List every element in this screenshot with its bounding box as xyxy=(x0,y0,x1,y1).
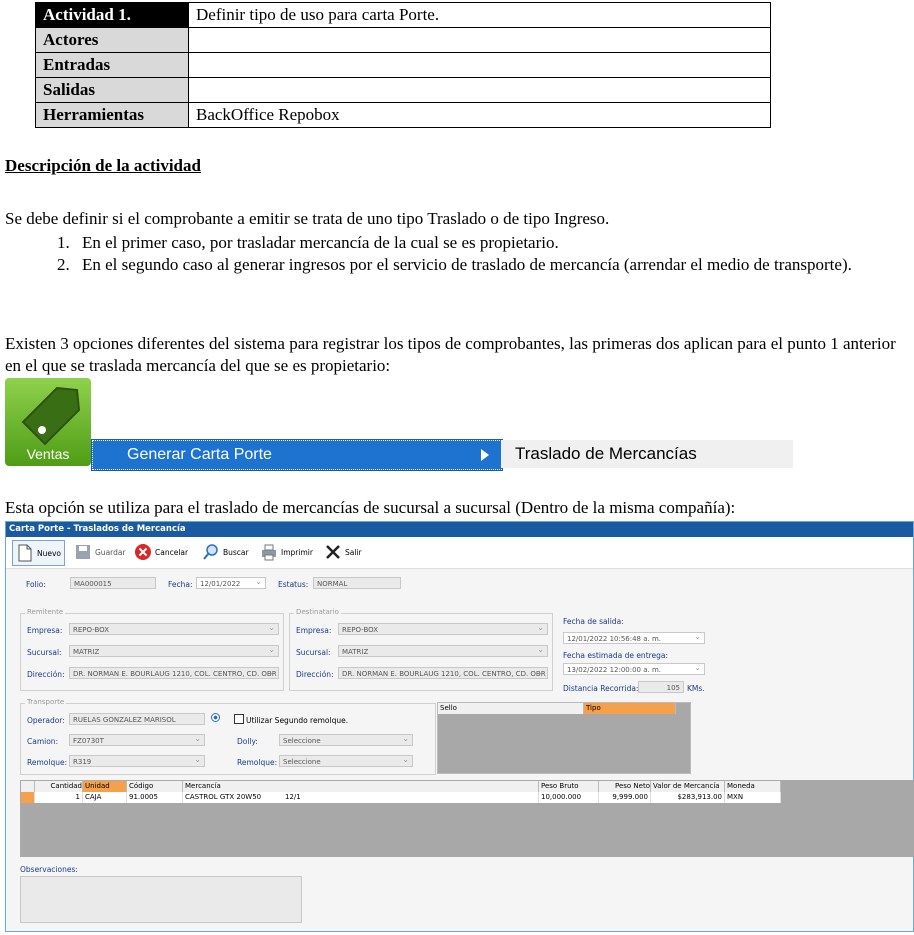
empresa-label: Empresa: xyxy=(296,626,332,635)
destinatario-empresa-select[interactable]: REPO-BOX ⌄ xyxy=(338,623,548,635)
destinatario-caption: Destinatario xyxy=(296,608,339,616)
search-icon xyxy=(202,543,220,561)
fecha-salida-field[interactable]: 12/01/2022 10:56:48 a. m. ⌄ xyxy=(563,632,705,644)
row-selector[interactable] xyxy=(21,792,35,803)
remitente-empresa-select[interactable]: REPO-BOX ⌄ xyxy=(69,623,279,635)
save-button[interactable] xyxy=(74,540,126,564)
segundo-remolque-label: Utilizar Segundo remolque. xyxy=(246,716,349,725)
remitente-sucursal-select[interactable]: MATRIZ ⌄ xyxy=(69,645,279,657)
sucursal-label: Sucursal: xyxy=(296,648,331,657)
row-header-corner xyxy=(21,781,35,792)
estatus-label: Estatus: xyxy=(278,580,309,589)
remitente-caption: Remitente xyxy=(27,608,64,616)
destinatario-sucursal-select[interactable]: MATRIZ ⌄ xyxy=(338,645,548,657)
transporte-caption: Transporte xyxy=(27,698,65,706)
distancia-field[interactable]: 105 xyxy=(638,681,684,693)
remolque-label: Remolque: xyxy=(27,758,68,767)
cell-moneda: MXN xyxy=(725,792,781,803)
intro-text: Se debe definir si el comprobante a emitir se trata de uno tipo Traslado o de tipo Ingreso. xyxy=(5,209,610,228)
activity-key: Actividad 1. xyxy=(36,3,189,28)
search-label: Buscar xyxy=(223,547,249,557)
type-col-header: Tipo xyxy=(584,703,676,714)
save-label: Guardar xyxy=(95,547,126,557)
carta-porte-window xyxy=(5,521,914,932)
cancel-label: Cancelar xyxy=(155,547,189,557)
cell-cantidad: 1 xyxy=(35,792,83,803)
outputs-value xyxy=(189,78,771,103)
sucursal-label: Sucursal: xyxy=(27,648,62,657)
seal-grid[interactable] xyxy=(437,702,691,774)
fecha-label: Fecha: xyxy=(168,580,193,589)
camion-select[interactable]: FZ0730T ⌄ xyxy=(69,734,205,746)
col-header-peso-neto: Peso Neto xyxy=(599,781,651,792)
print-label: Imprimir xyxy=(281,547,313,557)
exit-label: Salir xyxy=(345,547,362,557)
save-icon xyxy=(74,543,92,561)
usage-text: Esta opción se utiliza para el traslado de mercancías de sucursal a sucursal (Dentro de la misma compañía): xyxy=(5,498,736,517)
folio-field[interactable]: MA000015 xyxy=(70,577,156,589)
list-item xyxy=(47,254,912,276)
distancia-label: Distancia Recorrida: xyxy=(563,684,639,693)
search-button[interactable] xyxy=(202,540,249,564)
remitente-direccion-select[interactable]: DR. NORMAN E. BOURLAUG 1210, COL. CENTRO, CD. OBR ⌄ xyxy=(69,667,279,679)
description-heading: Descripción de la actividad xyxy=(5,156,201,175)
new-button[interactable] xyxy=(12,540,65,566)
cell-peso-neto: 9,999.000 xyxy=(599,792,651,803)
destinatario-direccion-select[interactable]: DR. NORMAN E. BOURLAUG 1210, COL. CENTRO, CD. OBR ⌄ xyxy=(338,667,548,679)
list-item xyxy=(47,232,912,254)
steps-list xyxy=(47,232,912,276)
step-text: En el primer caso, por trasladar mercancía de la cual se es propietario. xyxy=(82,233,559,252)
radio-icon[interactable] xyxy=(211,713,220,722)
step-number: 1. xyxy=(57,233,70,252)
close-icon xyxy=(324,543,342,561)
estatus-field: NORMAL xyxy=(313,577,401,589)
remolque2-select[interactable]: Seleccione ⌄ xyxy=(279,755,413,767)
fecha-entrega-label: Fecha estimada de entrega: xyxy=(563,651,669,660)
toolbar xyxy=(6,537,913,569)
table-row[interactable] xyxy=(21,792,781,803)
remolque-select[interactable]: R319 ⌄ xyxy=(69,755,205,767)
direccion-label: Dirección: xyxy=(27,670,65,679)
operador-field[interactable]: RUELAS GONZALEZ MARISOL xyxy=(69,713,205,725)
ventas-app-icon[interactable] xyxy=(5,378,91,466)
actors-key: Actores xyxy=(36,28,189,53)
col-header-codigo: Código xyxy=(127,781,183,792)
folio-label: Folio: xyxy=(26,580,46,589)
submenu-item-traslado[interactable]: Traslado de Mercancías xyxy=(501,440,793,468)
step-number: 2. xyxy=(57,255,70,274)
cell-valor: $283,913.00 xyxy=(651,792,725,803)
cell-mercancia: CASTROL GTX 20W50 xyxy=(185,793,262,801)
step-text: En el segundo caso al generar ingresos por el servicio de traslado de mercancía (arrendar el medio de transporte). xyxy=(82,255,852,274)
options-text: Existen 3 opciones diferentes del sistema para registrar los tipos de comprobantes, las primeras dos aplican para el punto 1 anterior en el que se traslada mercancía del que se es propietario: xyxy=(5,334,896,375)
menu-item-generar-carta-porte[interactable] xyxy=(92,440,502,470)
destinatario-group xyxy=(289,608,553,691)
window-title: Carta Porte - Traslados de Mercancía xyxy=(6,522,913,537)
cell-peso-bruto: 10,000.000 xyxy=(539,792,599,803)
printer-icon xyxy=(260,543,278,561)
dolly-select[interactable]: Seleccione ⌄ xyxy=(279,734,413,746)
empresa-label: Empresa: xyxy=(27,626,63,635)
actors-value xyxy=(189,28,771,53)
col-header-mercancia: Mercancía xyxy=(183,781,539,792)
form-panel xyxy=(6,569,913,931)
fecha-field[interactable]: 12/01/2022 ⌄ xyxy=(196,577,266,589)
col-header-unidad: Unidad xyxy=(83,781,127,792)
remitente-group xyxy=(20,608,284,691)
activity-table xyxy=(35,2,771,128)
tools-value: BackOffice Repobox xyxy=(189,103,771,128)
operador-label: Operador: xyxy=(27,716,65,725)
outputs-key: Salidas xyxy=(36,78,189,103)
col-header-peso-bruto: Peso Bruto xyxy=(539,781,599,792)
col-header-valor: Valor de Mercancía xyxy=(651,781,725,792)
col-header-cantidad: Cantidad xyxy=(35,781,83,792)
transporte-group xyxy=(20,698,436,775)
direccion-label: Dirección: xyxy=(296,670,334,679)
new-label: Nuevo xyxy=(37,548,62,558)
fecha-salida-label: Fecha de salida: xyxy=(563,617,624,626)
col-header-moneda: Moneda xyxy=(725,781,781,792)
observaciones-label: Observaciones: xyxy=(20,865,78,874)
ventas-label: Ventas xyxy=(26,446,70,462)
inputs-key: Entradas xyxy=(36,53,189,78)
exit-button[interactable] xyxy=(324,540,362,564)
cell-mercancia-extra: 12/1 xyxy=(283,792,539,803)
seal-col-header: Sello xyxy=(438,703,584,714)
remolque2-label: Remolque: xyxy=(237,758,278,767)
checkbox[interactable] xyxy=(234,714,244,724)
new-document-icon xyxy=(16,544,34,562)
distancia-unit: KMs. xyxy=(687,684,705,693)
items-grid[interactable] xyxy=(20,780,914,857)
print-button[interactable] xyxy=(260,540,313,564)
inputs-value xyxy=(189,53,771,78)
cancel-icon xyxy=(134,543,152,561)
tag-icon xyxy=(5,378,91,448)
cell-codigo: 91.0005 xyxy=(127,792,183,803)
menu-item-label: Generar Carta Porte xyxy=(127,446,272,463)
camion-label: Camion: xyxy=(27,737,59,746)
fecha-entrega-field[interactable]: 13/02/2022 12:00:00 a. m. ⌄ xyxy=(563,663,705,675)
dolly-label: Dolly: xyxy=(237,737,258,746)
tools-key: Herramientas xyxy=(36,103,189,128)
cancel-button[interactable] xyxy=(134,540,188,564)
activity-value: Definir tipo de uso para carta Porte. xyxy=(189,3,771,28)
chevron-right-icon xyxy=(481,449,489,461)
cell-unidad: CAJA xyxy=(83,792,127,803)
observaciones-textarea[interactable] xyxy=(20,876,302,923)
